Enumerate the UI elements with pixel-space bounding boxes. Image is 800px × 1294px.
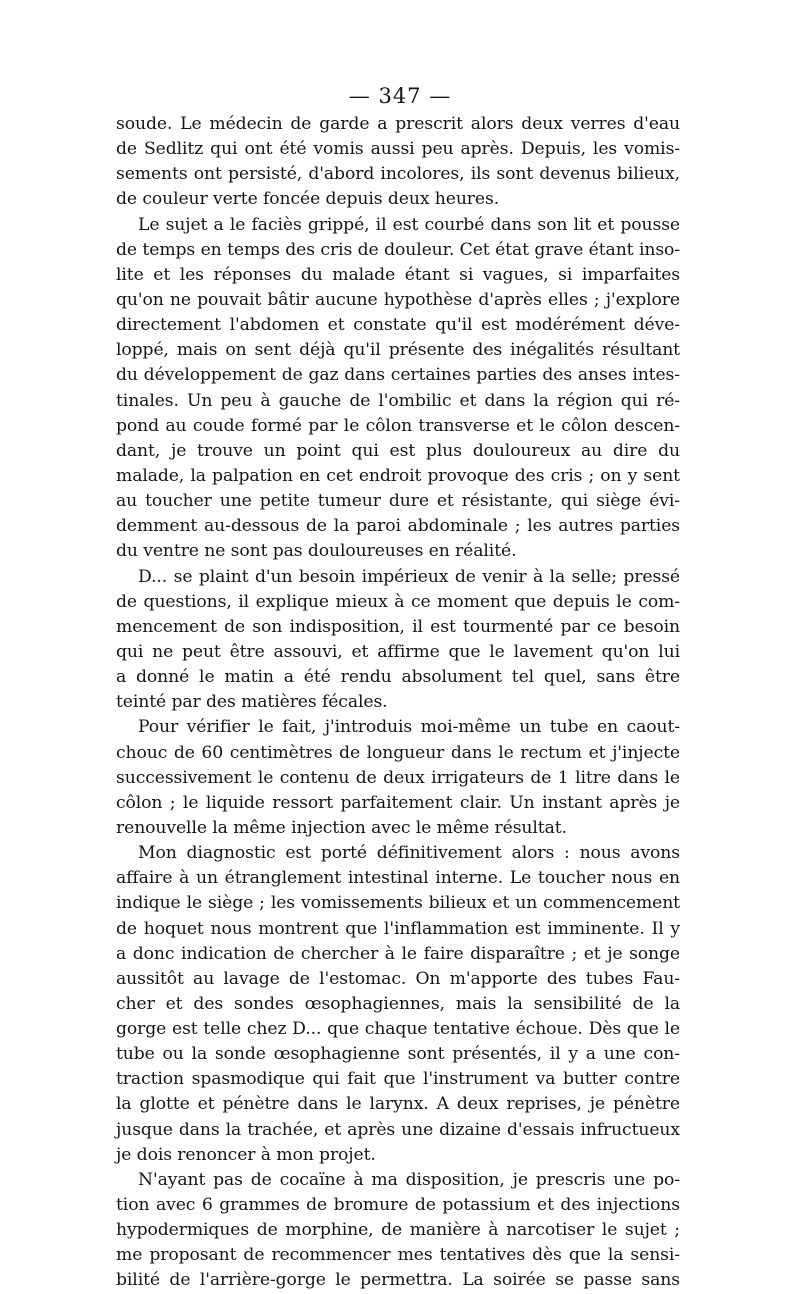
text-line: dant, je trouve un point qui est plus douloureux au dire du xyxy=(116,440,680,461)
text-line: du ventre ne sont pas douloureuses en réalité. xyxy=(116,541,517,562)
text-line: de temps en temps des cris de douleur. Cet état grave étant inso- xyxy=(116,239,680,260)
text-line: qu'on ne pouvait bâtir aucune hypothèse d'après elles ; j'explore xyxy=(116,289,680,310)
text-line: me proposant de recommencer mes tentatives dès que la sensi- xyxy=(116,1245,680,1266)
text-line: indique le siège ; les vomissements bilieux et un commencement xyxy=(116,893,680,914)
text-line: hypodermiques de morphine, de manière à narcotiser le sujet ; xyxy=(116,1220,680,1241)
text-line: la glotte et pénètre dans le larynx. A deux reprises, je pénètre xyxy=(116,1094,680,1115)
text-line: du développement de gaz dans certaines parties des anses intes- xyxy=(116,365,680,386)
text-line: de Sedlitz qui ont été vomis aussi peu après. Depuis, les vomis- xyxy=(116,139,680,160)
body-text xyxy=(116,112,680,1294)
page-number: — 347 — xyxy=(348,84,452,108)
text-line: de questions, il explique mieux à ce moment que depuis le com- xyxy=(116,591,680,612)
text-line: aussitôt au lavage de l'estomac. On m'apporte des tubes Fau- xyxy=(116,968,680,989)
text-line: Mon diagnostic est porté définitivement alors : nous avons xyxy=(138,843,680,864)
text-line: pond au coude formé par le côlon transverse et le côlon descen- xyxy=(116,415,680,436)
text-line: côlon ; le liquide ressort parfaitement clair. Un instant après je xyxy=(116,792,680,813)
text-line: teinté par des matières fécales. xyxy=(116,692,388,713)
text-line: traction spasmodique qui fait que l'instrument va butter contre xyxy=(116,1069,680,1090)
text-line: D... se plaint d'un besoin impérieux de venir à la selle; pressé xyxy=(138,566,680,587)
text-line: au toucher une petite tumeur dure et résistante, qui siège évi- xyxy=(116,491,680,512)
text-line: soude. Le médecin de garde a prescrit alors deux verres d'eau xyxy=(116,114,680,134)
text-line: loppé, mais on sent déjà qu'il présente des inégalités résultant xyxy=(116,340,680,361)
text-line: a donné le matin a été rendu absolument tel quel, sans être xyxy=(116,667,680,688)
text-line: cher et des sondes œsophagiennes, mais la sensibilité de la xyxy=(116,993,680,1014)
text-line: successivement le contenu de deux irrigateurs de 1 litre dans le xyxy=(116,767,680,788)
text-line: bilité de l'arrière-gorge le permettra. La soirée se passe sans xyxy=(116,1270,680,1291)
text-line: qui ne peut être assouvi, et affirme que le lavement qu'on lui xyxy=(116,641,680,662)
text-line: tube ou la sonde œsophagienne sont présentés, il y a une con- xyxy=(116,1044,680,1065)
text-line: mencement de son indisposition, il est tourmenté par ce besoin xyxy=(116,616,680,637)
text-line: demment au-dessous de la paroi abdominale ; les autres parties xyxy=(116,516,680,537)
text-line: de hoquet nous montrent que l'inflammation est imminente. Il y xyxy=(116,918,680,939)
text-line: tinales. Un peu à gauche de l'ombilic et dans la région qui ré- xyxy=(116,390,680,411)
text-line: sements ont persisté, d'abord incolores, ils sont devenus bilieux, xyxy=(116,164,680,185)
text-line: tion avec 6 grammes de bromure de potassium et des injections xyxy=(116,1195,680,1216)
text-line: a donc indication de chercher à le faire disparaître ; et je songe xyxy=(116,943,680,964)
text-line: directement l'abdomen et constate qu'il est modérément déve- xyxy=(116,315,680,336)
text-line: de couleur verte foncée depuis deux heures. xyxy=(116,189,500,210)
text-line: Le sujet a le faciès grippé, il est courbé dans son lit et pousse xyxy=(138,214,680,235)
text-line: je dois renoncer à mon projet. xyxy=(116,1144,376,1165)
text-line: renouvelle la même injection avec le même résultat. xyxy=(116,817,567,838)
text-line: lite et les réponses du malade étant si vagues, si imparfaites xyxy=(116,264,680,285)
text-line: Pour vérifier le fait, j'introduis moi-même un tube en caout- xyxy=(138,717,680,738)
text-line: N'ayant pas de cocaïne à ma disposition, je prescris une po- xyxy=(138,1169,680,1190)
text-line: jusque dans la trachée, et après une dizaine d'essais infructueux xyxy=(116,1119,680,1140)
text-line: chouc de 60 centimètres de longueur dans le rectum et j'injecte xyxy=(116,742,680,763)
text-line: affaire à un étranglement intestinal interne. Le toucher nous en xyxy=(116,868,680,889)
text-line: gorge est telle chez D... que chaque tentative échoue. Dès que le xyxy=(116,1019,680,1040)
text-line: malade, la palpation en cet endroit provoque des cris ; on y sent xyxy=(116,465,680,486)
